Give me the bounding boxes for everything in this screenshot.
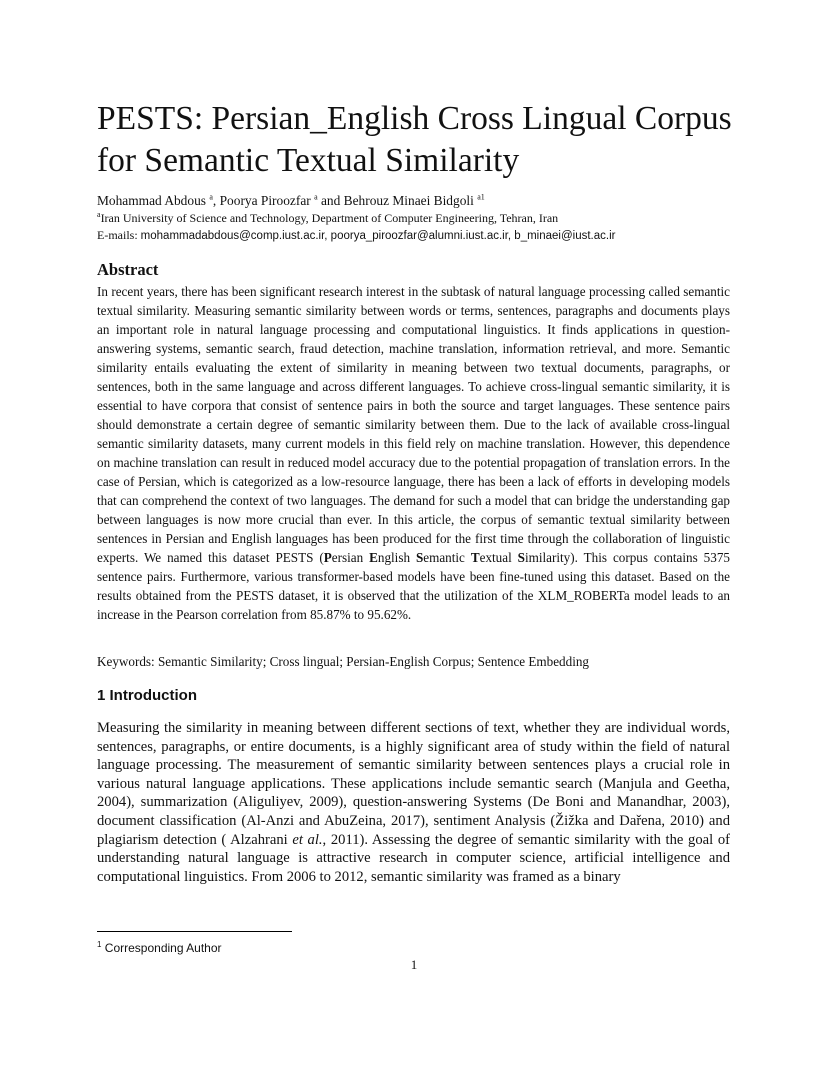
- footnote-marker: 1: [97, 940, 102, 949]
- acronym-initial: E: [369, 550, 378, 565]
- introduction-body: [97, 719, 730, 886]
- acronym-rest: ersian: [331, 550, 370, 565]
- acronym-rest: imilarity: [524, 550, 571, 565]
- affiliation-text: Iran University of Science and Technology, Department of Computer Engineering, Tehran, Iran: [100, 211, 559, 225]
- email-line: [97, 227, 737, 245]
- author-name: Mohammad Abdous: [97, 193, 210, 208]
- section-heading-introduction: 1 Introduction: [97, 687, 197, 704]
- page-number: 1: [410, 957, 418, 972]
- footnote: [97, 940, 222, 956]
- acronym-initial: S: [517, 550, 525, 565]
- author-name: Behrouz Minaei Bidgoli: [343, 193, 478, 208]
- pests-acronym-expansion: [324, 550, 571, 565]
- author-separator: and: [317, 193, 344, 208]
- footnote-rule: [97, 931, 292, 932]
- intro-text-end: , 2011). Assessing the degree of semantic similarity with the goal of understanding natural language is attractive research in computer science, artificial intelligence and computational linguistics. From 2006 to 2012, semantic similarity was framed as a binary: [97, 831, 730, 885]
- affiliation: [97, 210, 737, 227]
- abstract-heading: Abstract: [97, 260, 159, 279]
- intro-text-start: Measuring the similarity in meaning between different sections of text, whether they are individual words, sentences, paragraphs, or entire documents, is a highly significant area of study within the field of natural language processing. The measurement of semantic similarity between sentences plays a crucial role in various natural language applications. These applications include semantic search (Manjula and Geetha, 2004), summarization (Aliguliyev, 2009), question-answering Systems (De Boni and Manandhar, 2003), document classification (Al-Anzi and AbuZeina, 2017), sentiment Analysis (Žižka and Dařena, 2010) and plagiarism detection ( Alzahrani: [97, 720, 730, 848]
- acronym-initial: T: [470, 550, 480, 565]
- keywords: Keywords: Semantic Similarity; Cross lingual; Persian-English Corpus; Sentence Embedding: [97, 654, 589, 669]
- author-name: Poorya Piroozfar: [219, 193, 315, 208]
- abstract-text-end: ). This corpus contains 5375 sentence pairs. Furthermore, various transformer-based models have been fine-tuned using this dataset. Based on the results obtained from the PESTS dataset, it is observed that the utilization of the XLM_ROBERTa model leads to an increase in the Pearson correlation from 85.87% to 95.62%.: [97, 550, 730, 622]
- author-affiliation-marker: a: [209, 192, 213, 202]
- footnote-text: Corresponding Author: [101, 941, 222, 955]
- author-affiliation-marker: a1: [477, 192, 485, 202]
- email-label: E-mails:: [97, 228, 141, 242]
- author-separator: ,: [212, 193, 220, 208]
- abstract-body: [97, 282, 730, 624]
- paper-title: PESTS: Persian_English Cross Lingual Corpus for Semantic Textual Similarity: [97, 100, 732, 179]
- intro-et-al: et al.: [292, 831, 323, 848]
- acronym-rest: extual: [479, 550, 518, 565]
- acronym-initial: P: [323, 550, 332, 565]
- abstract-text-start: In recent years, there has been significant research interest in the subtask of natural language processing called semantic textual similarity. Measuring semantic similarity between words or terms, sentences, paragraphs and documents plays an important role in natural language processing and computational linguistics. It finds applications in question-answering systems, semantic search, fraud detection, machine translation, information retrieval, and more. Semantic similarity entails evaluating the extent of similarity in meaning between two textual documents, paragraphs, or sentences, both in the same language and across different languages. To achieve cross-lingual semantic similarity, it is essential to have corpora that consist of sentence pairs in both the source and target languages. These sentence pairs should demonstrate a certain degree of semantic similarity between them. Due to the lack of available cross-lingual semantic similarity datasets, many current models in this field rely on machine translation. However, this dependence on machine translation can result in reduced model accuracy due to the potential propagation of translation errors. In the case of Persian, which is categorized as a low-resource language, there has been a lack of efforts in developing models that can comprehend the context of two languages. The demand for such a model that can bridge the understanding gap between languages is now more crucial than ever. In this article, the corpus of semantic textual similarity between sentences in Persian and English languages has been produced for the first time through the collaboration of linguistic experts. We named this dataset PESTS (: [97, 284, 730, 565]
- acronym-rest: emantic: [423, 550, 471, 565]
- author-list: [97, 192, 737, 210]
- affiliation-marker: a: [97, 210, 101, 219]
- acronym-initial: S: [415, 550, 424, 565]
- email-list: mohammadabdous@comp.iust.ac.ir, poorya_piroozfar@alumni.iust.ac.ir, b_minaei@iust.ac.ir: [140, 230, 616, 242]
- author-affiliation-marker: a: [314, 192, 318, 202]
- acronym-rest: nglish: [377, 550, 416, 565]
